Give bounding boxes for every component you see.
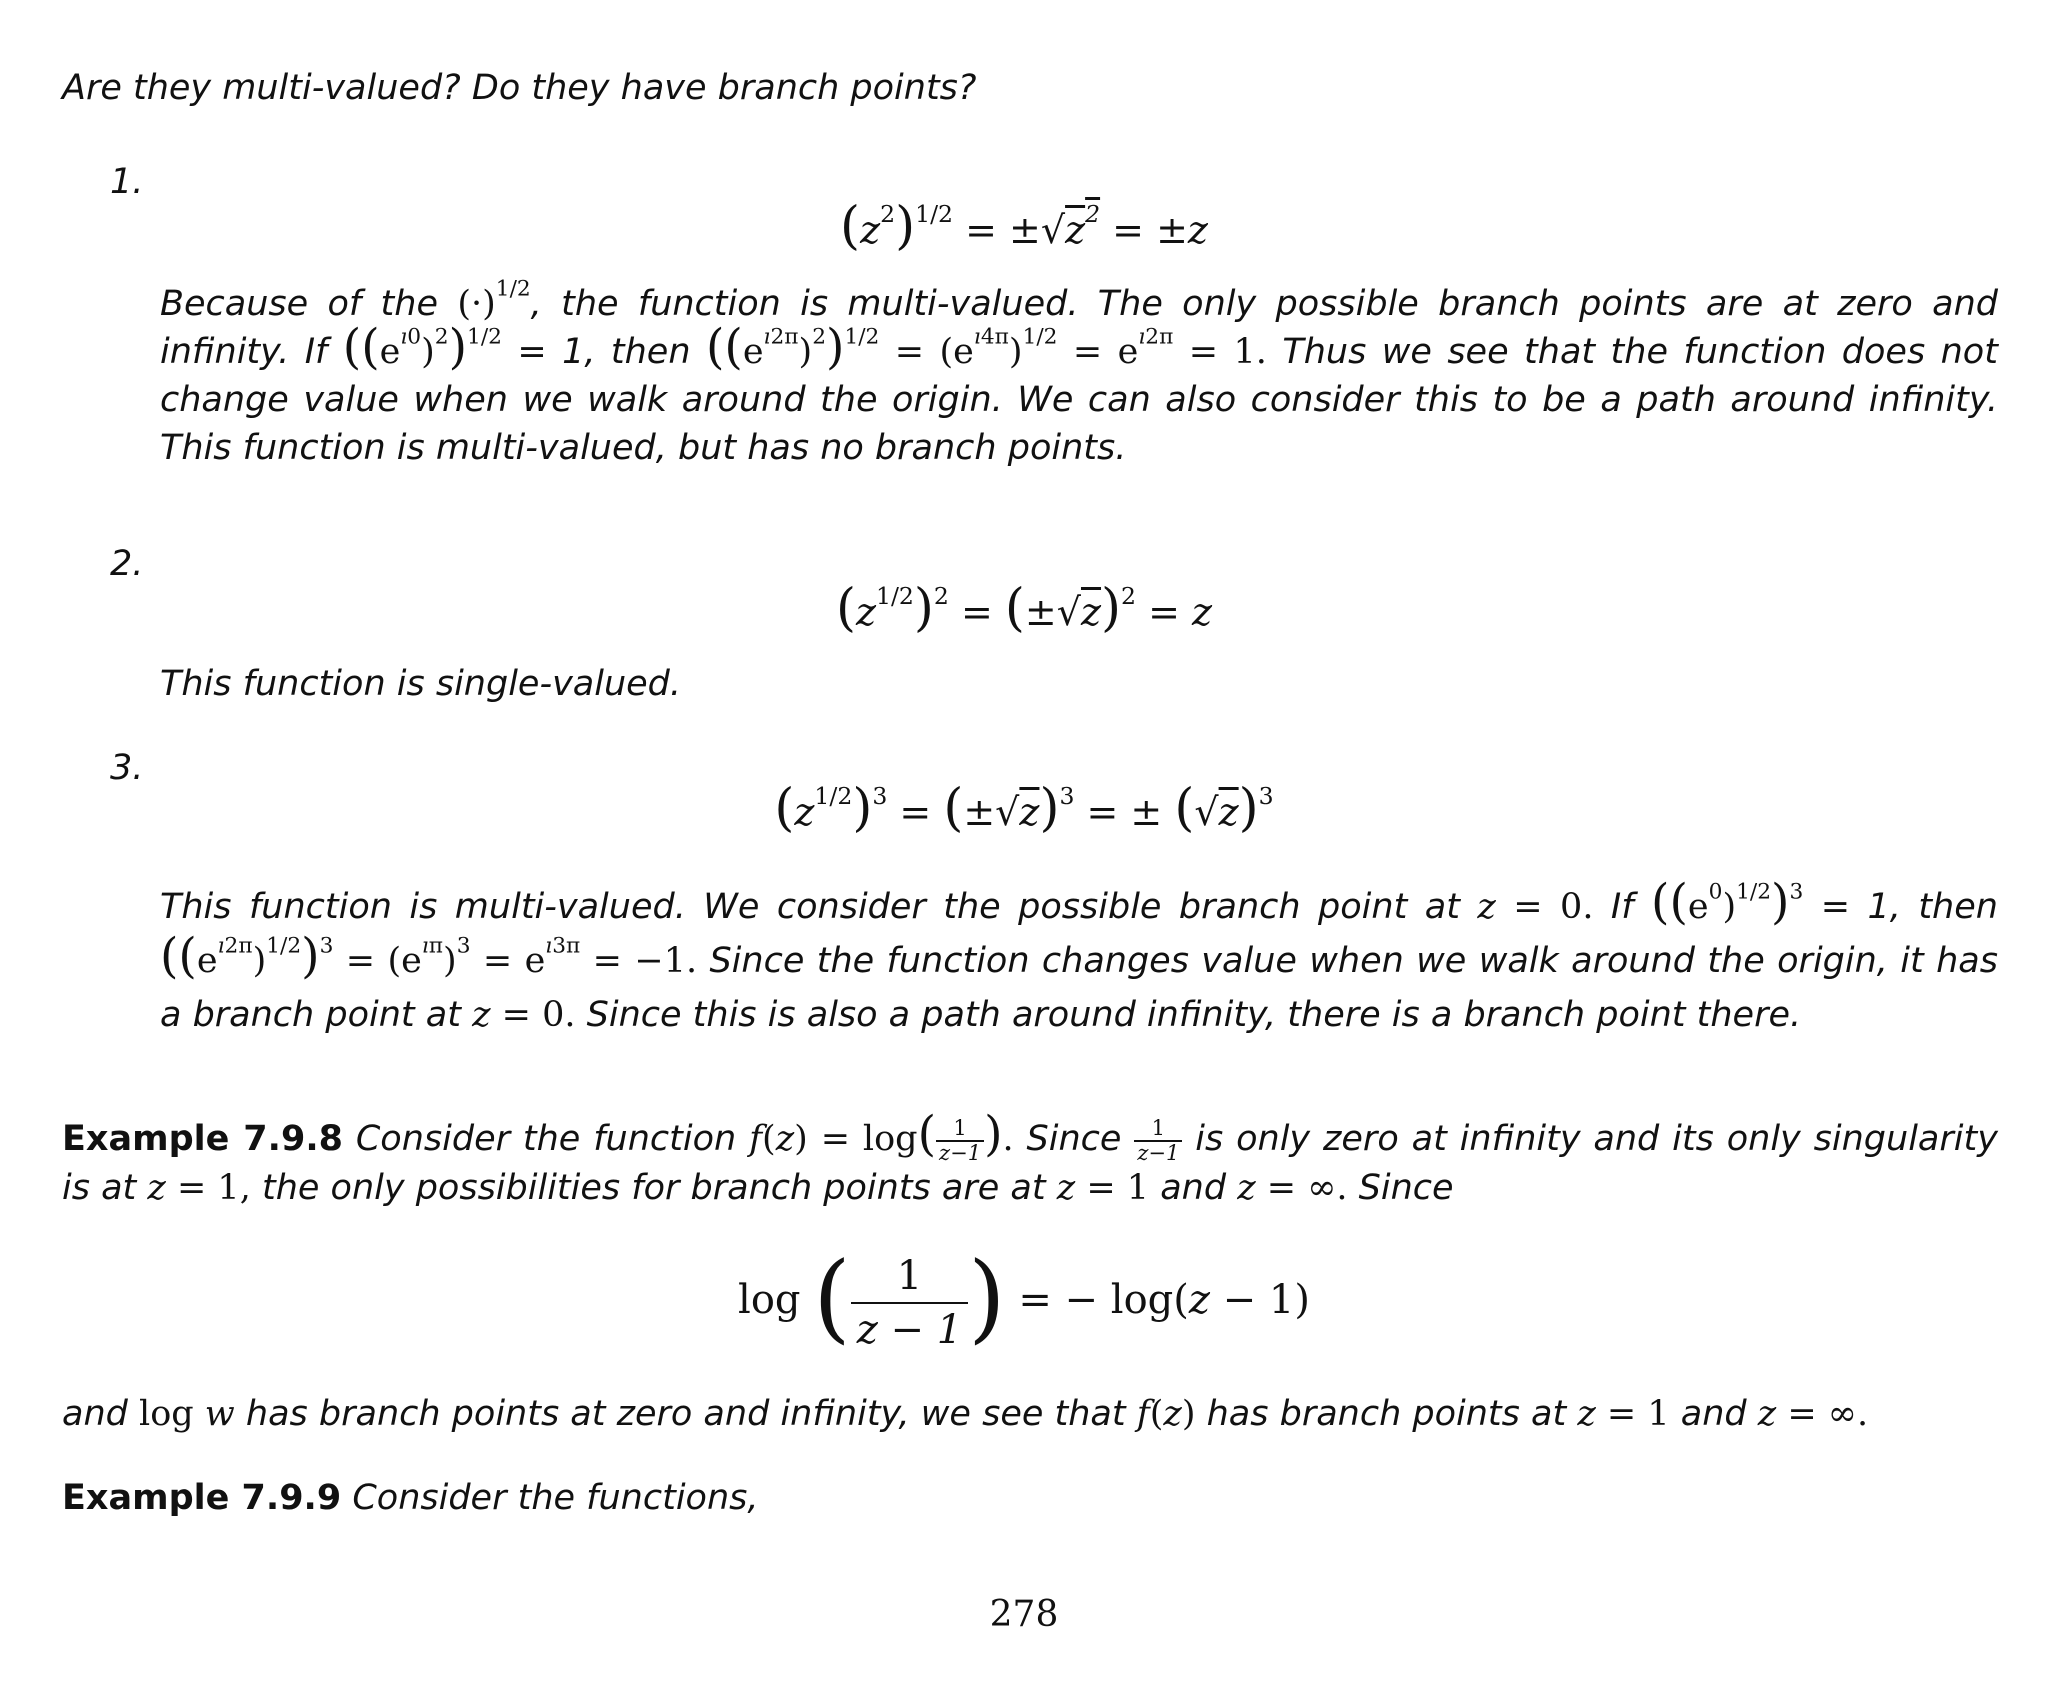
example-7-9-8-text-e: and — [1160, 1167, 1227, 1208]
example-7-9-8-after-c: has branch points at — [1206, 1394, 1567, 1434]
item-3-text-e: Since this is also a path around infinity, there is a branch point there. — [586, 995, 1802, 1035]
example-7-9-8-after-b: has branch points at zero and infinity, we see that — [245, 1394, 1126, 1434]
item-1-text-d: Thus we see that the function does not change value when we walk around the origin. We can also consider this to be a path around infinity. This function is multi-valued, but has no branch points. — [160, 332, 1998, 468]
equation-1: $(z^2)^{1/2} = \pm√z^2 = \pm z$ — [840, 196, 1208, 256]
item-3-text-a: This function is multi-valued. We consider the possible branch point at — [160, 887, 1460, 927]
example-7-9-9-paragraph — [62, 1474, 759, 1522]
example-7-9-8-conclusion: and log w has branch points at zero and infinity, we see that f(z) has branch points at z = 1 and z = ∞. — [62, 1394, 1869, 1434]
item-number-3: 3. — [110, 748, 144, 788]
intro-text: Are they multi-valued? Do they have branch points? — [62, 68, 977, 108]
item-3-text-b: If — [1610, 887, 1634, 927]
item-1-text-b: , the function is multi-valued. The only possible branch points are at zero and infinity. If — [160, 284, 1998, 372]
example-7-9-8-text-b: Since — [1026, 1119, 1122, 1159]
equation-log: log ( $\frac{1}{z - 1}$ ) = − log(z − 1) — [738, 1241, 1310, 1354]
example-7-9-8-after-d: and — [1680, 1394, 1747, 1434]
item-number-2: 2. — [110, 544, 144, 584]
example-7-9-9-text: Consider the functions, — [352, 1478, 759, 1518]
item-3-paragraph: This function is multi-valued. We consider the possible branch point at z = 0. If $((e^0)^{1/2})^3 = 1$, then $((e^{ı2\pi})^{1/2})^3 = (e^{ı\pi})^3 = e^{ı3\pi} = -1$. Since the function changes value when we walk around the origin, it has a branch point at z = 0. Since this is also a path around infinity, there is a branch point there. — [160, 875, 1998, 1035]
page-number: 278 — [989, 1594, 1059, 1635]
item-3-text-c: = 1, then — [1820, 887, 1998, 927]
example-7-9-8-text-d: the only possibilities for branch points are at — [261, 1167, 1046, 1208]
equation-2: $(z^{1/2})^2 = (\pm√z)^2 = z$ — [835, 578, 1213, 638]
item-number-1: 1. — [110, 162, 144, 202]
item-1-text-c: = 1, then — [517, 332, 691, 372]
item-1-paragraph: Because of the $(\cdot)^{1/2}$, the function is multi-valued. The only possible branch points are at zero and infinity. If $((e^{ı0})^2)^{1/2} = 1$, then $((e^{ı2\pi})^2)^{1/2} = (e^{ı4\pi})^{1/2} = e^{ı2\pi} = 1$. Thus we see that the function does not change value when we walk around the origin. We can also consider this to be a path around infinity. This function is multi-valued, but has no branch points. — [160, 276, 1998, 468]
example-7-9-8-after-a: and — [62, 1394, 128, 1434]
example-7-9-8-text-c: is only zero at infinity and its only singularity is at — [62, 1119, 1998, 1208]
item-2-text: This function is single-valued. — [160, 664, 682, 704]
example-7-9-8-text-a: Consider the function — [355, 1119, 737, 1159]
example-7-9-8-label: Example 7.9.8 — [62, 1119, 343, 1159]
example-7-9-8-text-f: Since — [1358, 1167, 1454, 1208]
item-1-text-a: Because of the — [160, 284, 438, 324]
example-7-9-8-paragraph: Example 7.9.8 Consider the function f(z) = log( $\frac{1}{z-1}$ ). Since $\frac{1}{z-1}$ is only zero at infinity and its only singularity is at z = 1, the only possibilities for branch points are at z = 1 and z = ∞. Since — [62, 1107, 1998, 1208]
example-7-9-9-label: Example 7.9.9 — [62, 1478, 342, 1518]
item-3-text-d: Since the function changes value when we walk around the origin, it has a branch point at — [160, 941, 1998, 1035]
equation-3: $(z^{1/2})^3 = (\pm√z)^3$ = ± $(√z)^3$ — [774, 778, 1274, 838]
